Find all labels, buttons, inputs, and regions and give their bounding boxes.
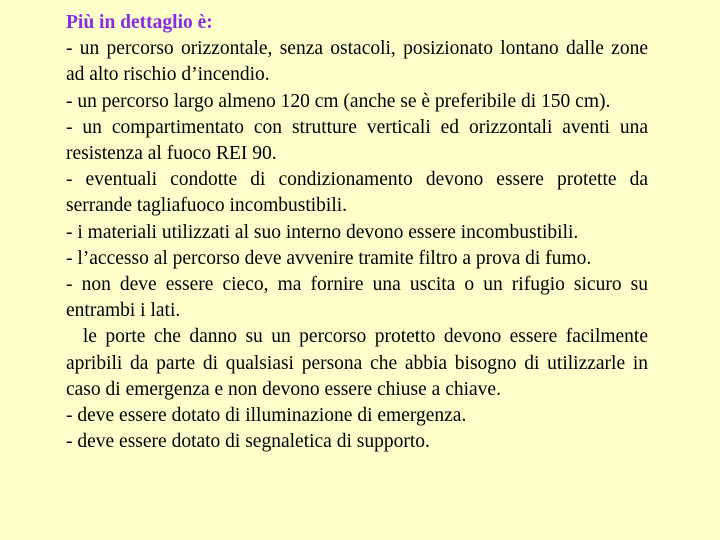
list-item-materiali: - i materiali utilizzati al suo interno devono essere incombustibili. [66, 221, 579, 243]
list-item-porte: le porte che danno su un percorso protetto devono essere facilmente apribili da parte di qualsiasi persona che abbia bisogno di utilizzarle in caso di emergenza e non devono essere chiuse a chiave. [66, 326, 653, 400]
list-item-percorso-orizzontale: - un percorso orizzontale, senza ostacoli, posizionato lontano dalle zone ad alto rischio d’incendio. [66, 38, 648, 86]
list-item-uscita: - non deve essere cieco, ma fornire una uscita o un rifugio sicuro su entrambi i lati. [66, 274, 648, 322]
list-item-compartimentato: - un compartimentato con strutture verticali ed orizzontali aventi una resistenza al fuoco REI 90. [66, 116, 648, 165]
list-item-larghezza: - un percorso largo almeno 120 cm (anche se è preferibile di 150 cm). [66, 90, 611, 112]
list-item-condotte: - eventuali condotte di condizionamento devono essere protette da serrande tagliafuoco incombustibili. [66, 169, 648, 217]
list-item-accesso: - l’accesso al percorso deve avvenire tramite filtro a prova di fumo. [66, 247, 592, 269]
slide-heading: Più in dettaglio è: [66, 12, 213, 33]
list-item-segnaletica: - deve essere dotato di segnaletica di supporto. [66, 431, 430, 453]
list-item-illuminazione: - deve essere dotato di illuminazione di emergenza. [66, 405, 467, 427]
slide-text-block [66, 10, 653, 455]
